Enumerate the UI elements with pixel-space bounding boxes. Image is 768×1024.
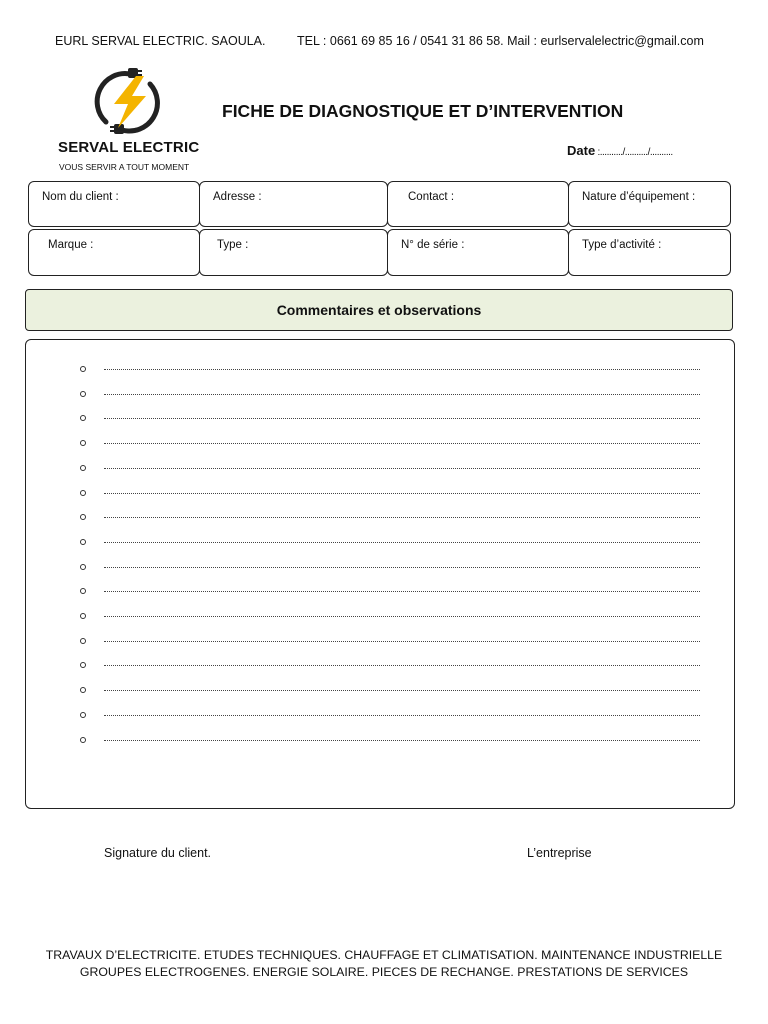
comment-line[interactable] bbox=[80, 464, 700, 478]
comment-line[interactable] bbox=[80, 365, 700, 379]
bullet-icon bbox=[80, 490, 86, 496]
field-label: Nom du client : bbox=[42, 191, 119, 203]
comment-line[interactable] bbox=[80, 736, 700, 750]
comment-line[interactable] bbox=[80, 711, 700, 725]
dotted-line bbox=[104, 369, 700, 370]
comments-section-header bbox=[25, 289, 733, 331]
dotted-line bbox=[104, 542, 700, 543]
footer-services-line-2: GROUPES ELECTROGENES. ENERGIE SOLAIRE. PIECES DE RECHANGE. PRESTATIONS DE SERVICES bbox=[79, 965, 689, 979]
comment-line[interactable] bbox=[80, 390, 700, 404]
field-serial-number[interactable] bbox=[387, 229, 569, 276]
dotted-line bbox=[104, 740, 700, 741]
footer-services-line-1: TRAVAUX D’ELECTRICITE. ETUDES TECHNIQUES. CHAUFFAGE ET CLIMATISATION. MAINTENANCE INDUSTRIELLE bbox=[45, 948, 723, 962]
comment-line[interactable] bbox=[80, 587, 700, 601]
field-contact[interactable] bbox=[387, 181, 569, 227]
dotted-line bbox=[104, 567, 700, 568]
field-activity-type[interactable] bbox=[568, 229, 731, 276]
bullet-icon bbox=[80, 588, 86, 594]
bullet-icon bbox=[80, 564, 86, 570]
comment-line[interactable] bbox=[80, 661, 700, 675]
header-company-name: EURL SERVAL ELECTRIC. SAOULA. bbox=[55, 34, 266, 48]
plug-lightning-icon bbox=[92, 66, 164, 138]
field-client-name[interactable] bbox=[28, 181, 200, 227]
dotted-line bbox=[104, 616, 700, 617]
dotted-line bbox=[104, 493, 700, 494]
field-label: N° de série : bbox=[401, 239, 465, 251]
logo-tagline: VOUS SERVIR A TOUT MOMENT bbox=[59, 162, 190, 172]
client-signature-label: Signature du client. bbox=[104, 846, 212, 860]
comment-line[interactable] bbox=[80, 414, 700, 428]
document-title: FICHE DE DIAGNOSTIQUE ET D’INTERVENTION bbox=[222, 101, 624, 121]
dotted-line bbox=[104, 418, 700, 419]
company-signature-label: L’entreprise bbox=[527, 846, 592, 860]
date-field[interactable] bbox=[567, 143, 673, 158]
field-label: Type d’activité : bbox=[582, 239, 662, 251]
bullet-icon bbox=[80, 514, 86, 520]
field-label: Adresse : bbox=[213, 191, 262, 203]
dotted-line bbox=[104, 443, 700, 444]
dotted-line bbox=[104, 394, 700, 395]
comment-line[interactable] bbox=[80, 513, 700, 527]
field-brand[interactable] bbox=[28, 229, 200, 276]
dotted-line bbox=[104, 665, 700, 666]
field-equipment-nature[interactable] bbox=[568, 181, 731, 227]
dotted-line bbox=[104, 517, 700, 518]
dotted-line bbox=[104, 591, 700, 592]
comment-line[interactable] bbox=[80, 439, 700, 453]
company-logo bbox=[58, 66, 198, 176]
bullet-icon bbox=[80, 366, 86, 372]
comment-line[interactable] bbox=[80, 563, 700, 577]
bullet-icon bbox=[80, 737, 86, 743]
dotted-line bbox=[104, 690, 700, 691]
comments-section-title: Commentaires et observations bbox=[276, 302, 482, 318]
dotted-line bbox=[104, 715, 700, 716]
comment-line[interactable] bbox=[80, 612, 700, 626]
field-label: Nature d’équipement : bbox=[582, 191, 696, 203]
bullet-icon bbox=[80, 638, 86, 644]
bullet-icon bbox=[80, 613, 86, 619]
dotted-line bbox=[104, 468, 700, 469]
field-label: Contact : bbox=[408, 191, 455, 203]
comment-line[interactable] bbox=[80, 538, 700, 552]
bullet-icon bbox=[80, 440, 86, 446]
comment-line[interactable] bbox=[80, 637, 700, 651]
date-placeholder: :........../........../.......... bbox=[595, 147, 673, 158]
field-type[interactable] bbox=[199, 229, 388, 276]
comment-line[interactable] bbox=[80, 489, 700, 503]
bullet-icon bbox=[80, 465, 86, 471]
dotted-line bbox=[104, 641, 700, 642]
bullet-icon bbox=[80, 539, 86, 545]
date-label: Date bbox=[567, 143, 596, 158]
header-contact-info: TEL : 0661 69 85 16 / 0541 31 86 58. Mail : eurlservalelectric@gmail.com bbox=[297, 34, 704, 48]
bullet-icon bbox=[80, 415, 86, 421]
field-label: Marque : bbox=[48, 239, 94, 251]
field-label: Type : bbox=[217, 239, 249, 251]
bullet-icon bbox=[80, 391, 86, 397]
field-address[interactable] bbox=[199, 181, 388, 227]
bullet-icon bbox=[80, 712, 86, 718]
comment-line[interactable] bbox=[80, 686, 700, 700]
logo-company-name: SERVAL ELECTRIC bbox=[58, 139, 200, 156]
bullet-icon bbox=[80, 662, 86, 668]
bullet-icon bbox=[80, 687, 86, 693]
